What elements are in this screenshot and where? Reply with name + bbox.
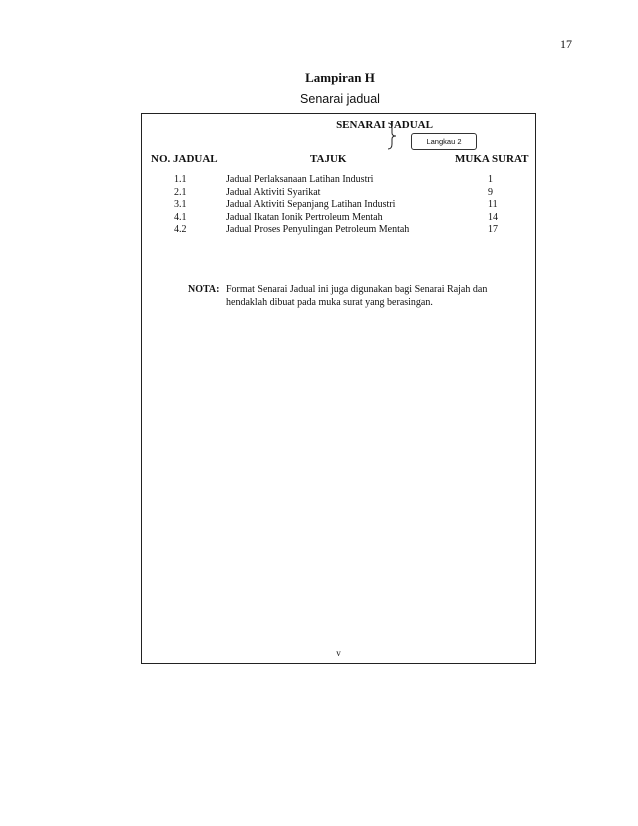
- table-row: [142, 174, 535, 187]
- column-header-no: NO. JADUAL: [151, 153, 218, 165]
- table-row: [142, 224, 535, 237]
- table-page: 9: [488, 186, 493, 198]
- column-header-title: TAJUK: [310, 153, 347, 165]
- table-page: 14: [488, 211, 498, 223]
- table-number: 1.1: [174, 174, 187, 185]
- table-number: 2.1: [174, 186, 187, 198]
- page-number: 17: [560, 37, 572, 51]
- note-text: Format Senarai Jadual ini juga digunakan bagi Senarai Rajah dan hendaklah dibuat pada muka surat yang berasingan.: [226, 284, 488, 308]
- brace-icon: [387, 122, 397, 150]
- appendix-title: Lampiran H: [305, 70, 375, 85]
- table-title: Jadual Perlaksanaan Latihan Industri: [226, 174, 374, 185]
- skip-callout-box: Langkau 2: [411, 133, 477, 150]
- note-label: NOTA:: [188, 284, 220, 295]
- table-row: [142, 187, 535, 200]
- list-heading: SENARAI JADUAL: [336, 119, 433, 131]
- table-number: 3.1: [174, 199, 187, 210]
- table-title: Jadual Proses Penyulingan Petroleum Mentah: [226, 224, 410, 235]
- table-title: Jadual Aktiviti Sepanjang Latihan Industri: [226, 199, 396, 210]
- table-page: 1: [488, 174, 493, 185]
- table-row: [142, 212, 535, 225]
- table-number: 4.1: [174, 211, 187, 223]
- sample-page-frame: [141, 113, 536, 664]
- column-header-page: MUKA SURAT: [455, 153, 529, 165]
- table-row: [142, 199, 535, 212]
- table-number: 4.2: [174, 224, 187, 235]
- appendix-subtitle: Senarai jadual: [300, 92, 380, 106]
- table-page: 17: [488, 224, 498, 235]
- table-title: Jadual Aktiviti Syarikat: [226, 186, 321, 198]
- table-page: 11: [488, 199, 498, 210]
- table-list: [142, 174, 535, 237]
- table-title: Jadual Ikatan Ionik Pertroleum Mentah: [226, 211, 383, 223]
- roman-page-number: v: [336, 648, 341, 658]
